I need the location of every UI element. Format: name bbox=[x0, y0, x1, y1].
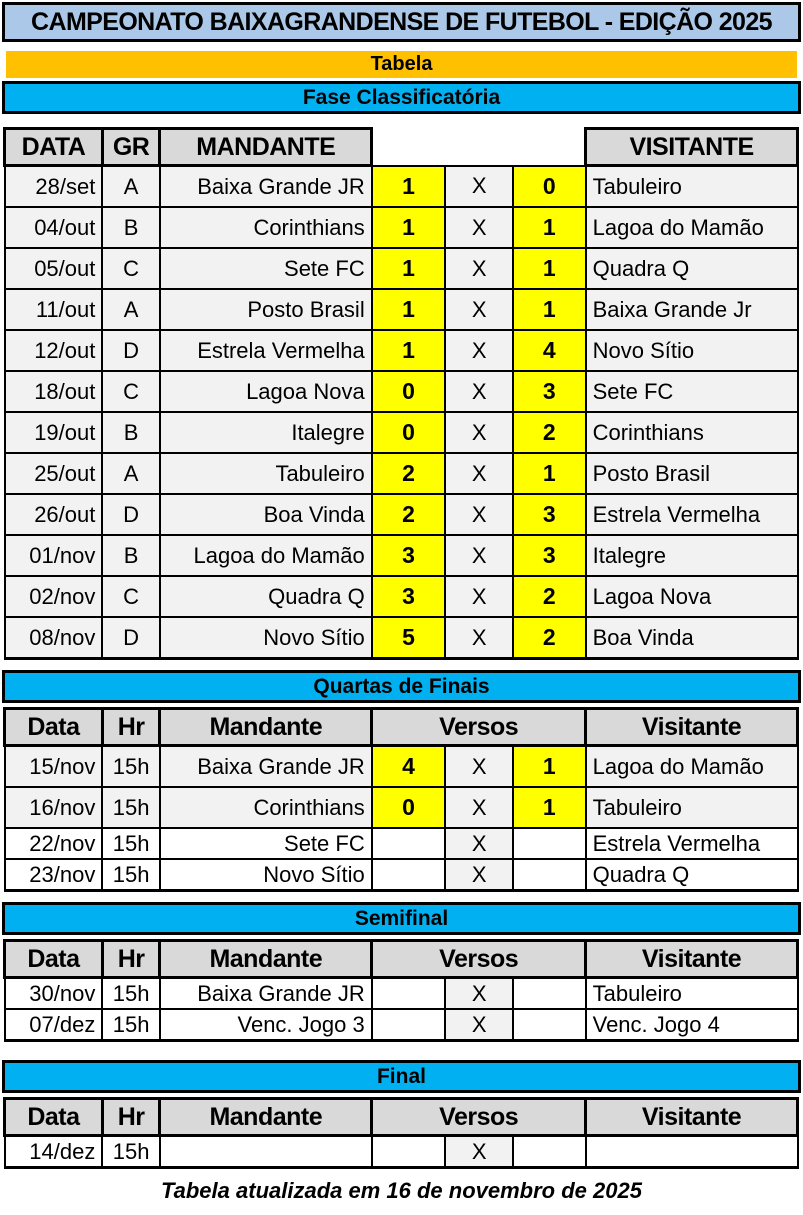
cell-score-visitante: 1 bbox=[513, 787, 586, 828]
cell-mandante: Novo Sítio bbox=[160, 859, 372, 891]
cell-date: 16/nov bbox=[5, 787, 103, 828]
cell-versus-x: X bbox=[445, 859, 513, 891]
cell-date: 30/nov bbox=[5, 978, 103, 1010]
col-header-visitante: Visitante bbox=[586, 709, 798, 746]
cell-date: 05/out bbox=[5, 248, 103, 289]
cell-visitante: Boa Vinda bbox=[586, 617, 798, 659]
cell-date: 23/nov bbox=[5, 859, 103, 891]
footer-note: Tabela atualizada em 16 de novembro de 2025 bbox=[161, 1178, 642, 1203]
cell-score-visitante: 2 bbox=[513, 576, 586, 617]
section-header-fase-classificatoria: Fase Classificatória bbox=[2, 81, 801, 114]
col-header-data: DATA bbox=[5, 129, 103, 166]
cell-score-visitante: 3 bbox=[513, 494, 586, 535]
col-header-mandante: Mandante bbox=[160, 1099, 372, 1136]
match-row bbox=[5, 617, 798, 659]
cell-score-mandante: 4 bbox=[372, 746, 446, 788]
cell-score-visitante: 3 bbox=[513, 371, 586, 412]
cell-date: 12/out bbox=[5, 330, 103, 371]
cell-score-mandante bbox=[372, 1136, 446, 1168]
cell-versus-x: X bbox=[445, 746, 513, 788]
cell-score-mandante bbox=[372, 828, 446, 859]
cell-versus-x: X bbox=[445, 166, 513, 208]
cell-versus-x: X bbox=[445, 207, 513, 248]
page-title: CAMPEONATO BAIXAGRANDENSE DE FUTEBOL - EDIÇÃO 2025 bbox=[2, 2, 801, 42]
col-header-hr: Hr bbox=[102, 941, 160, 978]
cell-score-visitante: 1 bbox=[513, 207, 586, 248]
cell-date: 18/out bbox=[5, 371, 103, 412]
cell-versus-x: X bbox=[445, 453, 513, 494]
cell-visitante: Italegre bbox=[586, 535, 798, 576]
cell-group: A bbox=[102, 166, 160, 208]
cell-versus-x: X bbox=[445, 330, 513, 371]
cell-versus-x: X bbox=[445, 828, 513, 859]
cell-group: C bbox=[102, 576, 160, 617]
match-row bbox=[5, 535, 798, 576]
cell-score-visitante: 3 bbox=[513, 535, 586, 576]
cell-mandante: Estrela Vermelha bbox=[160, 330, 372, 371]
col-header-hr: Hr bbox=[102, 709, 160, 746]
cell-group: C bbox=[102, 371, 160, 412]
col-header-visitante: Visitante bbox=[586, 1099, 798, 1136]
cell-score-mandante: 1 bbox=[372, 248, 446, 289]
col-header-data: Data bbox=[5, 1099, 103, 1136]
match-row bbox=[5, 494, 798, 535]
final-header-row bbox=[5, 1099, 798, 1136]
cell-versus-x: X bbox=[445, 1009, 513, 1041]
cell-mandante: Quadra Q bbox=[160, 576, 372, 617]
cell-visitante: Venc. Jogo 4 bbox=[586, 1009, 798, 1041]
col-header-score-gap bbox=[372, 129, 586, 166]
cell-score-mandante: 2 bbox=[372, 494, 446, 535]
cell-visitante: Estrela Vermelha bbox=[586, 494, 798, 535]
cell-score-visitante: 4 bbox=[513, 330, 586, 371]
final-table bbox=[3, 1097, 799, 1169]
section-header-semifinal: Semifinal bbox=[2, 902, 801, 935]
cell-hour: 15h bbox=[102, 746, 160, 788]
cell-score-visitante: 2 bbox=[513, 617, 586, 659]
cell-mandante: Baixa Grande JR bbox=[160, 746, 372, 788]
cell-mandante: Tabuleiro bbox=[160, 453, 372, 494]
cell-date: 02/nov bbox=[5, 576, 103, 617]
cell-group: A bbox=[102, 289, 160, 330]
cell-score-visitante: 1 bbox=[513, 746, 586, 788]
cell-visitante: Quadra Q bbox=[586, 248, 798, 289]
cell-score-mandante: 1 bbox=[372, 289, 446, 330]
cell-date: 15/nov bbox=[5, 746, 103, 788]
match-row bbox=[5, 371, 798, 412]
cell-score-visitante bbox=[513, 1009, 586, 1041]
match-row bbox=[5, 746, 798, 788]
cell-visitante: Tabuleiro bbox=[586, 166, 798, 208]
cell-visitante: Lagoa do Mamão bbox=[586, 207, 798, 248]
cell-score-mandante: 0 bbox=[372, 371, 446, 412]
cell-score-mandante: 5 bbox=[372, 617, 446, 659]
cell-score-visitante bbox=[513, 859, 586, 891]
cell-hour: 15h bbox=[102, 828, 160, 859]
match-row bbox=[5, 248, 798, 289]
section-header-final: Final bbox=[2, 1060, 801, 1093]
cell-visitante: Baixa Grande Jr bbox=[586, 289, 798, 330]
cell-hour: 15h bbox=[102, 787, 160, 828]
cell-score-visitante: 2 bbox=[513, 412, 586, 453]
cell-visitante: Quadra Q bbox=[586, 859, 798, 891]
cell-mandante: Baixa Grande JR bbox=[160, 978, 372, 1010]
cell-visitante: Corinthians bbox=[586, 412, 798, 453]
cell-group: B bbox=[102, 207, 160, 248]
cell-date: 19/out bbox=[5, 412, 103, 453]
section-header-quartas: Quartas de Finais bbox=[2, 670, 801, 703]
cell-score-mandante bbox=[372, 978, 446, 1010]
col-header-versos: Versos bbox=[372, 1099, 586, 1136]
match-row bbox=[5, 289, 798, 330]
cell-mandante: Lagoa do Mamão bbox=[160, 535, 372, 576]
cell-versus-x: X bbox=[445, 289, 513, 330]
cell-score-mandante bbox=[372, 1009, 446, 1041]
cell-versus-x: X bbox=[445, 535, 513, 576]
cell-mandante: Venc. Jogo 3 bbox=[160, 1009, 372, 1041]
cell-score-visitante bbox=[513, 828, 586, 859]
col-header-data: Data bbox=[5, 709, 103, 746]
cell-score-visitante: 1 bbox=[513, 289, 586, 330]
match-row bbox=[5, 453, 798, 494]
cell-group: C bbox=[102, 248, 160, 289]
cell-date: 07/dez bbox=[5, 1009, 103, 1041]
cell-hour: 15h bbox=[102, 1136, 160, 1168]
cell-visitante bbox=[586, 1136, 798, 1168]
classificatoria-table bbox=[3, 127, 799, 660]
cell-score-mandante: 3 bbox=[372, 535, 446, 576]
cell-mandante: Sete FC bbox=[160, 248, 372, 289]
cell-versus-x: X bbox=[445, 248, 513, 289]
classificatoria-header-row bbox=[5, 129, 798, 166]
cell-visitante: Novo Sítio bbox=[586, 330, 798, 371]
cell-mandante: Sete FC bbox=[160, 828, 372, 859]
match-row bbox=[5, 787, 798, 828]
cell-score-mandante: 1 bbox=[372, 207, 446, 248]
cell-date: 28/set bbox=[5, 166, 103, 208]
cell-date: 08/nov bbox=[5, 617, 103, 659]
match-row bbox=[5, 1009, 798, 1041]
col-header-versos: Versos bbox=[372, 709, 586, 746]
cell-score-visitante bbox=[513, 978, 586, 1010]
cell-visitante: Tabuleiro bbox=[586, 978, 798, 1010]
match-row bbox=[5, 828, 798, 859]
cell-group: D bbox=[102, 494, 160, 535]
cell-mandante: Lagoa Nova bbox=[160, 371, 372, 412]
cell-score-mandante: 2 bbox=[372, 453, 446, 494]
match-row bbox=[5, 166, 798, 208]
cell-group: D bbox=[102, 617, 160, 659]
cell-hour: 15h bbox=[102, 978, 160, 1010]
cell-versus-x: X bbox=[445, 412, 513, 453]
cell-visitante: Lagoa Nova bbox=[586, 576, 798, 617]
cell-group: B bbox=[102, 412, 160, 453]
cell-visitante: Sete FC bbox=[586, 371, 798, 412]
cell-group: B bbox=[102, 535, 160, 576]
cell-score-visitante: 0 bbox=[513, 166, 586, 208]
cell-visitante: Posto Brasil bbox=[586, 453, 798, 494]
match-row bbox=[5, 330, 798, 371]
cell-hour: 15h bbox=[102, 1009, 160, 1041]
cell-group: D bbox=[102, 330, 160, 371]
cell-versus-x: X bbox=[445, 576, 513, 617]
cell-date: 14/dez bbox=[5, 1136, 103, 1168]
quartas-table bbox=[3, 707, 799, 892]
cell-visitante: Estrela Vermelha bbox=[586, 828, 798, 859]
cell-mandante: Corinthians bbox=[160, 207, 372, 248]
cell-versus-x: X bbox=[445, 617, 513, 659]
cell-score-mandante bbox=[372, 859, 446, 891]
cell-score-mandante: 0 bbox=[372, 787, 446, 828]
match-row bbox=[5, 412, 798, 453]
match-row bbox=[5, 859, 798, 891]
cell-date: 11/out bbox=[5, 289, 103, 330]
cell-visitante: Tabuleiro bbox=[586, 787, 798, 828]
cell-versus-x: X bbox=[445, 978, 513, 1010]
cell-score-mandante: 0 bbox=[372, 412, 446, 453]
cell-versus-x: X bbox=[445, 1136, 513, 1168]
cell-versus-x: X bbox=[445, 371, 513, 412]
semifinal-header-row bbox=[5, 941, 798, 978]
cell-date: 25/out bbox=[5, 453, 103, 494]
cell-mandante: Boa Vinda bbox=[160, 494, 372, 535]
match-row bbox=[5, 978, 798, 1010]
col-header-visitante: Visitante bbox=[586, 941, 798, 978]
cell-date: 26/out bbox=[5, 494, 103, 535]
cell-group: A bbox=[102, 453, 160, 494]
cell-score-mandante: 3 bbox=[372, 576, 446, 617]
col-header-mandante: Mandante bbox=[160, 709, 372, 746]
col-header-hr: Hr bbox=[102, 1099, 160, 1136]
tabela-banner: Tabela bbox=[6, 51, 797, 78]
cell-mandante: Novo Sítio bbox=[160, 617, 372, 659]
cell-mandante: Italegre bbox=[160, 412, 372, 453]
col-header-gr: GR bbox=[102, 129, 160, 166]
col-header-data: Data bbox=[5, 941, 103, 978]
cell-score-visitante bbox=[513, 1136, 586, 1168]
match-row bbox=[5, 1136, 798, 1168]
cell-versus-x: X bbox=[445, 787, 513, 828]
match-row bbox=[5, 576, 798, 617]
cell-date: 01/nov bbox=[5, 535, 103, 576]
col-header-mandante: MANDANTE bbox=[160, 129, 372, 166]
match-row bbox=[5, 207, 798, 248]
col-header-visitante: VISITANTE bbox=[586, 129, 798, 166]
cell-score-visitante: 1 bbox=[513, 453, 586, 494]
cell-date: 22/nov bbox=[5, 828, 103, 859]
cell-visitante: Lagoa do Mamão bbox=[586, 746, 798, 788]
cell-date: 04/out bbox=[5, 207, 103, 248]
cell-score-visitante: 1 bbox=[513, 248, 586, 289]
cell-versus-x: X bbox=[445, 494, 513, 535]
cell-mandante: Corinthians bbox=[160, 787, 372, 828]
cell-hour: 15h bbox=[102, 859, 160, 891]
col-header-versos: Versos bbox=[372, 941, 586, 978]
semifinal-table bbox=[3, 939, 799, 1042]
cell-mandante: Posto Brasil bbox=[160, 289, 372, 330]
cell-mandante bbox=[160, 1136, 372, 1168]
col-header-mandante: Mandante bbox=[160, 941, 372, 978]
cell-score-mandante: 1 bbox=[372, 330, 446, 371]
cell-score-mandante: 1 bbox=[372, 166, 446, 208]
quartas-header-row bbox=[5, 709, 798, 746]
cell-mandante: Baixa Grande JR bbox=[160, 166, 372, 208]
